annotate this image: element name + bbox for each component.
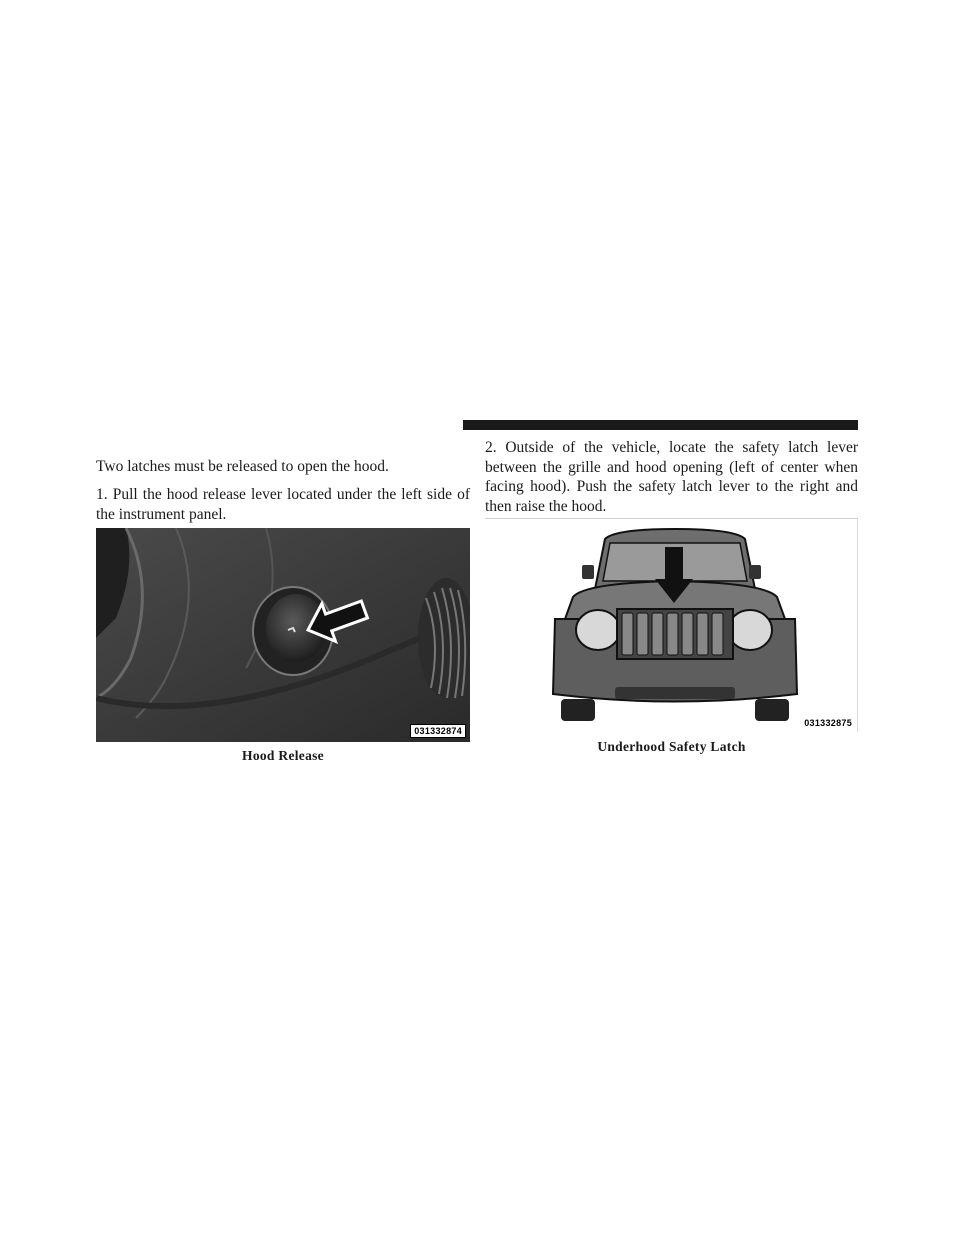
hood-release-drawing — [96, 528, 470, 742]
vehicle-front-drawing — [485, 519, 858, 732]
underhood-latch-illustration — [485, 518, 858, 732]
figure-caption: Hood Release — [242, 748, 324, 763]
figure-code: 031332875 — [804, 718, 852, 728]
step-2-paragraph: 2. Outside of the vehicle, locate the safety latch lever between the grille and hood opening (left of center when facing hood). Push the safety latch lever to the right and then raise the hood. — [485, 439, 858, 515]
figure-code: 031332874 — [410, 724, 466, 738]
figure-caption: Underhood Safety Latch — [597, 739, 746, 754]
step-1-paragraph: 1. Pull the hood release lever located under the left side of the instrument panel. — [96, 486, 470, 523]
intro-paragraph: Two latches must be released to open the hood. — [96, 458, 389, 475]
hood-release-illustration — [96, 528, 470, 742]
section-rule — [463, 420, 858, 430]
